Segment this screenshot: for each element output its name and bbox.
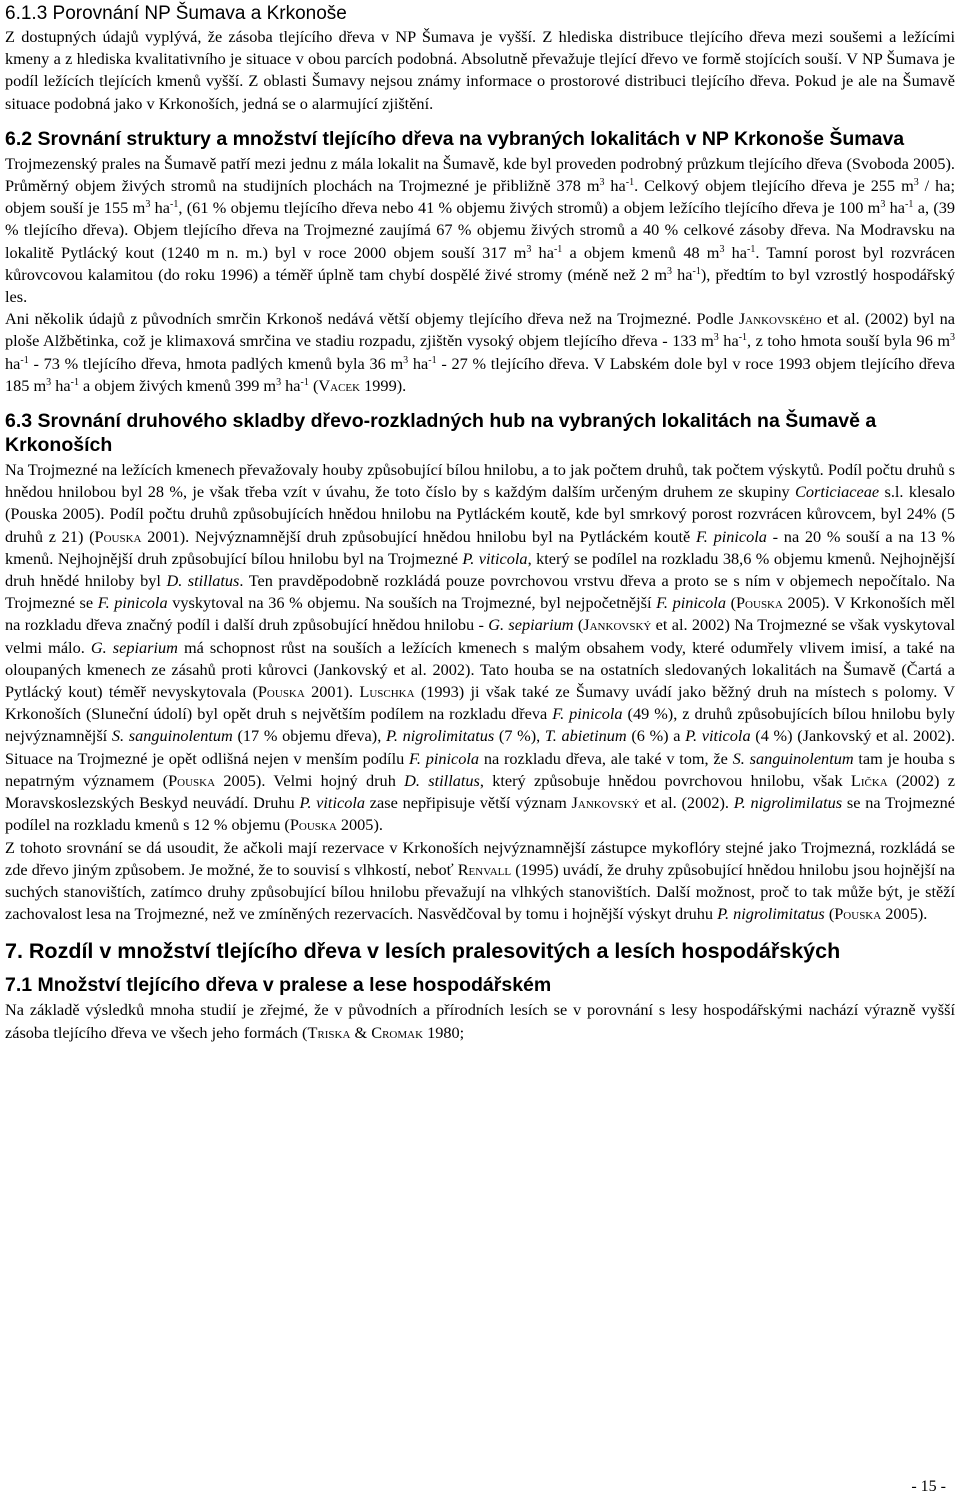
paragraph: Z tohoto srovnání se dá usoudit, že ačkoli mají rezervace v Krkonoších nejvýznamnější zástupce mykoflóry stejné jako Trojmezná, rozkládá se zde dřevo jiným způsobem. Je možné, že to souvisí s vlhkostí, neboť Renvall (1995) uvádí, že druhy způsobující hnědou hnilobu jsou hojnější na suchých stanovištích, zatímco druhy způsobující bílou hnilobu převažují na vlhkých stanovištích. Další možnost, proč to tak může být, je stěží zachovalost lesa na Trojmezné, než ve zmíněných rezervacích. Nasvědčoval by tomu i hojnější výskyt druhu P. nigrolimitatus (Pouska 2005). [5, 837, 955, 924]
document-page [5, 0, 955, 1044]
page-number: - 15 - [911, 1478, 946, 1495]
paragraph: Trojmezenský prales na Šumavě patří mezi jednu z mála lokalit na Šumavě, kde byl proveden podrobný průzkum tlejícího dřeva (Svoboda 2005). Průměrný objem živých stromů na studijních plochách na Trojmezné je přibližně 378 $m^3$ $ha^{-1}$. Celkový objem tlejícího dřeva je 255 $m^3$ / ha; objem souší je 155 $m^3$ $ha^{-1}$, (61 % objemu tlejícího dřeva nebo 41 % objemu živých stromů) a objem ležícího tlejícího dřeva je 100 $m^3$ $ha^{-1}$ a, (39 % tlejícího dřeva). Objem tlejícího dřeva na Trojmezné zaujímá 67 % objemu živých stromů a 40 % celkové zásoby dřeva. Na Modravsku na lokalitě Pytlácký kout (1240 m n. m.) byl v roce 2000 objem souší 317 $m^3$ $ha^{-1}$ a objem kmenů 48 $m^3$ $ha^{-1}$. Tamní porost byl rozvrácen kůrovcovou kalamitou (do roku 1996) a téměř úplně tam chybí dospělé živé stromy (méně než 2 $m^3$ $ha^{-1}$), předtím to byl vzrostlý hospodářský les. [5, 153, 956, 307]
section-heading-6-2: 6.2 Srovnání struktury a množství tlejícího dřeva na vybraných lokalitách v NP Krkonoše Šumava [5, 127, 905, 150]
section-heading-6-3: 6.3 Srovnání druhového skladby dřevo-rozkladných hub na vybraných lokalitách na Šumavě a Krkonoších [5, 410, 877, 457]
paragraph: Ani několik údajů z původních smrčin Krkonoš nedává větší objemy tlejícího dřeva než na Trojmezné. Podle Jankovského et al. (2002) byl na ploše Alžbětinka, což je klimaxová smrčina ve stadiu rozpadu, zjištěn vysoký objem tlejícího dřeva - 133 $m^3$ $ha^{-1}$, z toho hmota souší byla 96 $m^3$ $ha^{-1} - 73$ % tlejícího dřeva, hmota padlých kmenů byla 36 $m^3$ $ha^{-1} - 27$ % tlejícího dřeva. V Labském dole byl v roce 1993 objem tlejícího dřeva 185 $m^3$ $ha^{-1}$ a objem živých kmenů 399 $m^3$ $ha^{-1}$ (Vacek 1999). [5, 309, 956, 395]
paragraph: Z dostupných údajů vyplývá, že zásoba tlejícího dřeva v NP Šumava je vyšší. Z hlediska distribuce tlejícího dřeva mezi soušemi a ležícími kmeny a z hlediska kvalitativního je situace v obou parcích podobná. Absolutně převažuje tlející dřevo ve formě stojících souší. V NP Šumava je podíl ležících tlejících kmenů vyšší. Z oblasti Šumavy nejsou známy informace o prostorové distribuci tlejícího dřeva. Pokud je ale na Šumavě situace podobná jako v Krkonoších, jedná se o alarmující zjištění. [5, 27, 955, 113]
section-heading-6-1-3: 6.1.3 Porovnání NP Šumava a Krkonoše [5, 3, 347, 24]
paragraph: Na základě výsledků mnoha studií je zřejmé, že v původních a přírodních lesích se v porovnání s lesy hospodářskými nachází výrazně vyšší zásoba tlejícího dřeva ve všech jeho formách (Triska & Cromak 1980; [5, 1000, 955, 1042]
chapter-heading-7: 7. Rozdíl v množství tlejícího dřeva v lesích pralesovitých a lesích hospodářských [5, 939, 841, 964]
section-heading-7-1: 7.1 Množství tlejícího dřeva v pralese a lese hospodářském [5, 974, 552, 997]
paragraph: Na Trojmezné na ležících kmenech převažovaly houby způsobující bílou hnilobu, a to jak počtem druhů, tak počtem výskytů. Podíl počtu druhů s hnědou hnilobou byl 28 %, je však třeba vzít v úvahu, že toto číslo by s každým dalším určeným druhem ze skupiny Corticiaceae s.l. klesalo (Pouska 2005). Podíl počtu druhů způsobujících hnědou hnilobu na Pytláckém koutě, kde byl smrkový porost rozvrácen kůrovcem, byl 24% (5 druhů z 21) (Pouska 2001). Nejvýznamnější druh způsobující hnědou hnilobu byl na Pytláckém koutě F. pinicola - na 20 % souší a na 13 % kmenů. Nejhojnější druh způsobující bílou hnilobu byl na Trojmezné P. viticola, který se podílel na rozkladu 38,6 % objemu kmenů. Nejhojnější druh hnědé hniloby byl D. stillatus. Ten pravděpodobně rozkládá pouze povrchovou vrstvu dřeva a proto se s ním v objemech nepočítalo. Na Trojmezné se F. pinicola vyskytoval na 36 % objemu. Na souších na Trojmezné, byl nejpočetnější F. pinicola (Pouska 2005). V Krkonoších měl na rozkladu dřeva značný podíl i další druh způsobující hnědou hnilobu - G. sepiarium (Jankovský et al. 2002) Na Trojmezné se však vyskytoval velmi málo. G. sepiarium má schopnost růst na souších a ležících kmenech s malým obsahem vody, které odumřely vlivem imisí, a také na oloupaných kmenech ze zásahů proti kůrovci (Jankovský et al. 2002). Tato houba se na ostatních sledovaných lokalitách na Šumavě (Čartá a Pytlácký kout) téměř nevyskytovala (Pouska 2001). Luschka (1993) ji však také ze Šumavy uvádí jako běžný druh na místech s polomy. V Krkonoších (Sluneční údolí) byl opět druh s největším podílem na rozkladu dřeva F. pinicola (49 %), z druhů způsobujících bílou hnilobu byly nejvýznamnější S. sanguinolentum (17 % objemu dřeva), P. nigrolimitatus (7 %), T. abietinum (6 %) a P. viticola (4 %) (Jankovský et al. 2002). Situace na Trojmezné je opět odlišná nejen v menším podílu F. pinicola na rozkladu dřeva, ale také v tom, že S. sanguinolentum tam je houba s nepatrným významem (Pouska 2005). Velmi hojný druh D. stillatus, který způsobuje hnědou povrchovou hnilobu, však Lička (2002) z Moravskoslezských Beskyd neuvádí. Druhu P. viticola zase nepřipisuje větší význam Jankovský et al. (2002). P. nigrolimilatus se na Trojmezné podílel na rozkladu kmenů s 12 % objemu (Pouska 2005). [5, 460, 956, 835]
